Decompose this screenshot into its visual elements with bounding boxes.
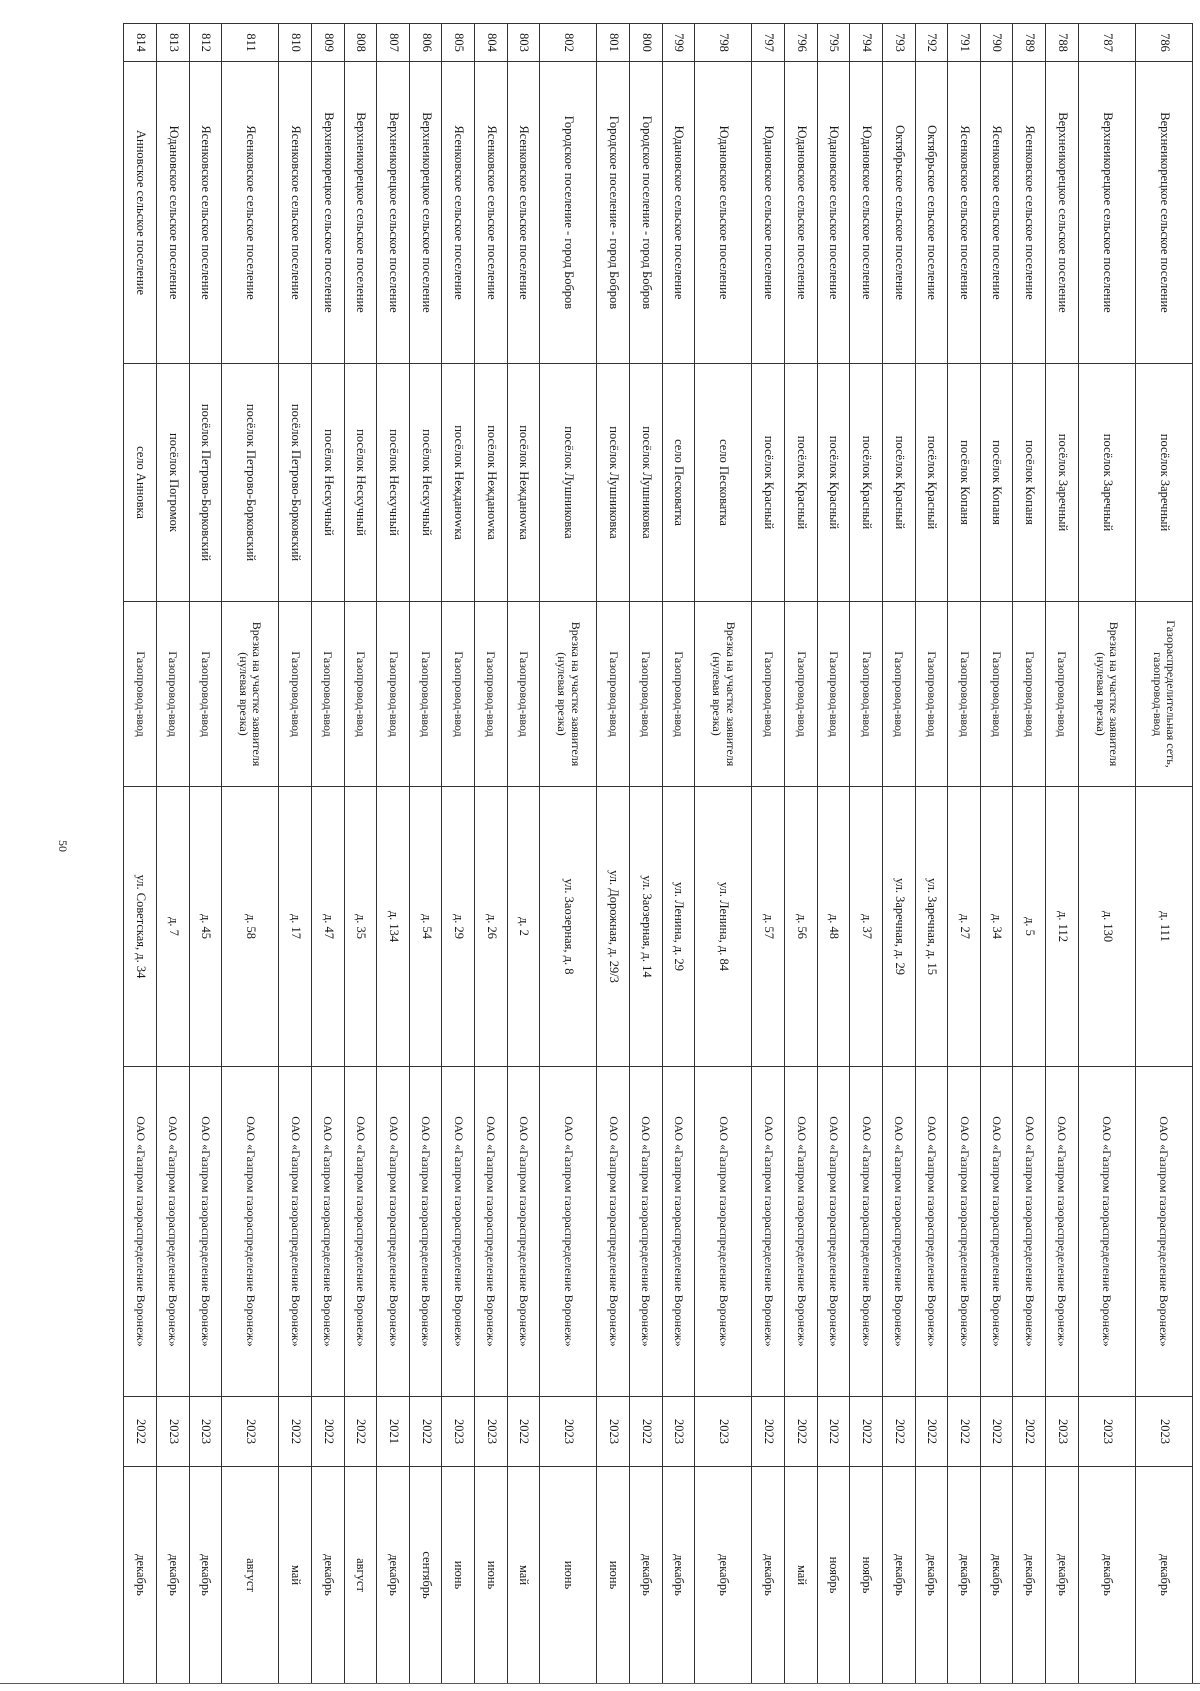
table-row xyxy=(312,24,345,1684)
settlement-cell: Ясенковское сельское поселение xyxy=(442,62,475,364)
locality-cell: посёлок Красный xyxy=(915,364,948,602)
locality-cell: посёлок Красный xyxy=(785,364,818,602)
organization-cell: ОАО «Газпром газораспределение Воронеж» xyxy=(817,1067,850,1397)
year-cell: 2023 xyxy=(1045,1397,1078,1467)
organization-cell: ОАО «Газпром газораспределение Воронеж» xyxy=(948,1067,981,1397)
object-type-cell: Газопровод-ввод xyxy=(850,602,883,787)
organization-cell: ОАО «Газпром газораспределение Воронеж» xyxy=(312,1067,345,1397)
locality-cell: посёлок Красный xyxy=(850,364,883,602)
table-row xyxy=(344,24,377,1684)
year-cell: 2022 xyxy=(980,1397,1013,1467)
settlement-cell: Октябрьское сельское поселение xyxy=(882,62,915,364)
table-row xyxy=(222,24,279,1684)
object-type-cell: Газопровод-ввод xyxy=(475,602,508,787)
object-type-cell: Газопровод-ввод xyxy=(279,602,312,787)
object-type-cell: Газопровод-ввод xyxy=(1013,602,1046,787)
settlement-cell: Юдановское сельское поселение xyxy=(850,62,883,364)
organization-cell: ОАО «Газпром газораспределение Воронеж» xyxy=(752,1067,785,1397)
row-number: 805 xyxy=(442,24,475,62)
object-type-cell: Газопровод-ввод xyxy=(817,602,850,787)
year-cell: 2022 xyxy=(312,1397,345,1467)
year-cell: 2022 xyxy=(752,1397,785,1467)
row-number: 811 xyxy=(222,24,279,62)
table-row xyxy=(377,24,410,1684)
year-cell: 2023 xyxy=(189,1397,222,1467)
object-type-cell: Газопровод-ввод xyxy=(662,602,695,787)
address-cell: ул. Ленина, д. 84 xyxy=(695,787,752,1067)
settlement-cell: Октябрьское сельское поселение xyxy=(915,62,948,364)
locality-cell: посёлок Нескучный xyxy=(312,364,345,602)
month-cell: август xyxy=(344,1467,377,1684)
object-type-cell: Врезка на участке заявителя (нулевая врезка) xyxy=(695,602,752,787)
organization-cell: ОАО «Газпром газораспределение Воронеж» xyxy=(442,1067,475,1397)
settlement-cell: Городское поселение - город Бобров xyxy=(630,62,663,364)
address-cell: ул. Дорожная, д. 29/3 xyxy=(597,787,630,1067)
object-type-cell: Газопровод-ввод xyxy=(785,602,818,787)
table-row xyxy=(124,24,157,1684)
object-type-cell: Газопровод-ввод xyxy=(630,602,663,787)
object-type-cell: Газопровод-ввод xyxy=(409,602,442,787)
address-cell: ул. Заозерная, д. 14 xyxy=(630,787,663,1067)
address-cell: д. 48 xyxy=(817,787,850,1067)
row-number: 788 xyxy=(1045,24,1078,62)
month-cell: июнь xyxy=(540,1467,597,1684)
year-cell: 2022 xyxy=(409,1397,442,1467)
table-row xyxy=(630,24,663,1684)
locality-cell: село Песковатка xyxy=(662,364,695,602)
row-number: 800 xyxy=(630,24,663,62)
organization-cell: ОАО «Газпром газораспределение Воронеж» xyxy=(475,1067,508,1397)
table-row xyxy=(540,24,597,1684)
month-cell: декабрь xyxy=(189,1467,222,1684)
object-type-cell: Газопровод-ввод xyxy=(948,602,981,787)
row-number: 802 xyxy=(540,24,597,62)
address-cell: д. 130 xyxy=(1078,787,1135,1067)
settlement-cell: Городское поселение - город Бобров xyxy=(540,62,597,364)
locality-cell: посёлок Копаня xyxy=(1013,364,1046,602)
table-row xyxy=(475,24,508,1684)
address-cell: д. 34 xyxy=(980,787,1013,1067)
table-row xyxy=(597,24,630,1684)
locality-cell: посёлок Копаня xyxy=(948,364,981,602)
year-cell: 2023 xyxy=(662,1397,695,1467)
row-number: 787 xyxy=(1078,24,1135,62)
settlement-cell: Ясенковское сельское поселение xyxy=(279,62,312,364)
settlement-cell: Ясенковское сельское поселение xyxy=(948,62,981,364)
organization-cell: ОАО «Газпром газораспределение Воронеж» xyxy=(850,1067,883,1397)
object-type-cell: Газопровод-ввод xyxy=(980,602,1013,787)
organization-cell: ОАО «Газпром газораспределение Воронеж» xyxy=(540,1067,597,1397)
row-number: 806 xyxy=(409,24,442,62)
month-cell: май xyxy=(279,1467,312,1684)
address-cell: ул. Заречная, д. 15 xyxy=(915,787,948,1067)
table-row xyxy=(1013,24,1046,1684)
month-cell: июнь xyxy=(475,1467,508,1684)
address-cell: ул. Ленина, д. 29 xyxy=(662,787,695,1067)
row-number: 809 xyxy=(312,24,345,62)
month-cell: декабрь xyxy=(695,1467,752,1684)
address-cell: д. 7 xyxy=(156,787,189,1067)
row-number: 801 xyxy=(597,24,630,62)
settlement-cell: Юдановское сельское поселение xyxy=(662,62,695,364)
object-type-cell: Газопровод-ввод xyxy=(915,602,948,787)
locality-cell: посёлок Петрово-Борковский xyxy=(279,364,312,602)
month-cell: декабрь xyxy=(630,1467,663,1684)
month-cell: май xyxy=(785,1467,818,1684)
table-row xyxy=(785,24,818,1684)
object-type-cell: Газопровод-ввод xyxy=(752,602,785,787)
settlement-cell: Юдановское сельское поселение xyxy=(752,62,785,364)
object-type-cell: Газопровод-ввод xyxy=(1045,602,1078,787)
object-type-cell: Врезка на участке заявителя (нулевая врезка) xyxy=(1078,602,1135,787)
organization-cell: ОАО «Газпром газораспределение Воронеж» xyxy=(189,1067,222,1397)
month-cell: декабрь xyxy=(312,1467,345,1684)
year-cell: 2023 xyxy=(1078,1397,1135,1467)
organization-cell: ОАО «Газпром газораспределение Воронеж» xyxy=(507,1067,540,1397)
row-number: 813 xyxy=(156,24,189,62)
organization-cell: ОАО «Газпром газораспределение Воронеж» xyxy=(980,1067,1013,1397)
organization-cell: ОАО «Газпром газораспределение Воронеж» xyxy=(785,1067,818,1397)
year-cell: 2021 xyxy=(377,1397,410,1467)
organization-cell: ОАО «Газпром газораспределение Воронеж» xyxy=(1013,1067,1046,1397)
address-cell: ул. Заречная, д. 29 xyxy=(882,787,915,1067)
row-number: 798 xyxy=(695,24,752,62)
table-row xyxy=(948,24,981,1684)
month-cell: август xyxy=(222,1467,279,1684)
locality-cell: посёлок Красный xyxy=(817,364,850,602)
year-cell: 2023 xyxy=(597,1397,630,1467)
organization-cell: ОАО «Газпром газораспределение Воронеж» xyxy=(915,1067,948,1397)
locality-cell: посёлок Нескучный xyxy=(377,364,410,602)
address-cell: д. 111 xyxy=(1135,787,1192,1067)
locality-cell: село Песковатка xyxy=(695,364,752,602)
year-cell: 2022 xyxy=(630,1397,663,1467)
year-cell: 2023 xyxy=(1135,1397,1192,1467)
locality-cell: посёлок Петрово-Борковский xyxy=(189,364,222,602)
register-table xyxy=(123,23,1193,1684)
object-type-cell: Врезка на участке заявителя (нулевая врезка) xyxy=(540,602,597,787)
month-cell: декабрь xyxy=(915,1467,948,1684)
table-row xyxy=(980,24,1013,1684)
row-number: 794 xyxy=(850,24,883,62)
table-row xyxy=(662,24,695,1684)
locality-cell: посёлок Лушниковка xyxy=(630,364,663,602)
month-cell: июнь xyxy=(442,1467,475,1684)
year-cell: 2022 xyxy=(915,1397,948,1467)
row-number: 799 xyxy=(662,24,695,62)
organization-cell: ОАО «Газпром газораспределение Воронеж» xyxy=(630,1067,663,1397)
year-cell: 2022 xyxy=(817,1397,850,1467)
address-cell: д. 27 xyxy=(948,787,981,1067)
row-number: 793 xyxy=(882,24,915,62)
organization-cell: ОАО «Газпром газораспределение Воронеж» xyxy=(222,1067,279,1397)
year-cell: 2022 xyxy=(344,1397,377,1467)
settlement-cell: Верхнеикорецкое сельское поселение xyxy=(1045,62,1078,364)
month-cell: май xyxy=(507,1467,540,1684)
organization-cell: ОАО «Газпром газораспределение Воронеж» xyxy=(156,1067,189,1397)
address-cell: д. 54 xyxy=(409,787,442,1067)
address-cell: д. 45 xyxy=(189,787,222,1067)
table-row xyxy=(1045,24,1078,1684)
organization-cell: ОАО «Газпром газораспределение Воронеж» xyxy=(1045,1067,1078,1397)
locality-cell: посёлок Лушниковка xyxy=(540,364,597,602)
year-cell: 2022 xyxy=(1013,1397,1046,1467)
settlement-cell: Ясенковское сельское поселение xyxy=(1013,62,1046,364)
organization-cell: ОАО «Газпром газораспределение Воронеж» xyxy=(124,1067,157,1397)
table-row xyxy=(507,24,540,1684)
month-cell: декабрь xyxy=(948,1467,981,1684)
year-cell: 2022 xyxy=(948,1397,981,1467)
year-cell: 2022 xyxy=(279,1397,312,1467)
table-row xyxy=(156,24,189,1684)
year-cell: 2023 xyxy=(695,1397,752,1467)
year-cell: 2023 xyxy=(442,1397,475,1467)
object-type-cell: Врезка на участке заявителя (нулевая врезка) xyxy=(222,602,279,787)
address-cell: ул. Заозерная, д. 8 xyxy=(540,787,597,1067)
address-cell: д. 37 xyxy=(850,787,883,1067)
locality-cell: посёлок Заречный xyxy=(1045,364,1078,602)
table-row xyxy=(695,24,752,1684)
table-row xyxy=(442,24,475,1684)
table-row xyxy=(409,24,442,1684)
locality-cell: посёлок Красный xyxy=(882,364,915,602)
row-number: 792 xyxy=(915,24,948,62)
locality-cell: посёлок Петрово-Борковский xyxy=(222,364,279,602)
month-cell: декабрь xyxy=(882,1467,915,1684)
row-number: 812 xyxy=(189,24,222,62)
month-cell: ноябрь xyxy=(850,1467,883,1684)
address-cell: д. 5 xyxy=(1013,787,1046,1067)
month-cell: декабрь xyxy=(1013,1467,1046,1684)
row-number: 814 xyxy=(124,24,157,62)
row-number: 797 xyxy=(752,24,785,62)
address-cell: д. 58 xyxy=(222,787,279,1067)
settlement-cell: Ясенковское сельское поселение xyxy=(507,62,540,364)
row-number: 796 xyxy=(785,24,818,62)
address-cell: д. 29 xyxy=(442,787,475,1067)
year-cell: 2023 xyxy=(222,1397,279,1467)
settlement-cell: Верхнеикорецкое сельское поселение xyxy=(409,62,442,364)
locality-cell: посёлок Нежданowка xyxy=(507,364,540,602)
row-number: 804 xyxy=(475,24,508,62)
year-cell: 2022 xyxy=(124,1397,157,1467)
settlement-cell: Юдановское сельское поселение xyxy=(785,62,818,364)
table-row xyxy=(817,24,850,1684)
locality-cell: посёлок Копаня xyxy=(980,364,1013,602)
bottom-rule xyxy=(0,1683,1200,1684)
row-number: 786 xyxy=(1135,24,1192,62)
year-cell: 2022 xyxy=(785,1397,818,1467)
table-row xyxy=(882,24,915,1684)
settlement-cell: Ясенковское сельское поселение xyxy=(189,62,222,364)
organization-cell: ОАО «Газпром газораспределение Воронеж» xyxy=(662,1067,695,1397)
settlement-cell: Анновское сельское поселение xyxy=(124,62,157,364)
settlement-cell: Верхнеикорецкое сельское поселение xyxy=(377,62,410,364)
object-type-cell: Газопровод-ввод xyxy=(377,602,410,787)
month-cell: сентябрь xyxy=(409,1467,442,1684)
table-row xyxy=(1135,24,1192,1684)
year-cell: 2022 xyxy=(882,1397,915,1467)
locality-cell: посёлок Заречный xyxy=(1135,364,1192,602)
organization-cell: ОАО «Газпром газораспределение Воронеж» xyxy=(695,1067,752,1397)
month-cell: декабрь xyxy=(156,1467,189,1684)
object-type-cell: Газопровод-ввод xyxy=(344,602,377,787)
object-type-cell: Газопровод-ввод xyxy=(312,602,345,787)
settlement-cell: Верхнеикорецкое сельское поселение xyxy=(1078,62,1135,364)
object-type-cell: Газораспределительная сеть, газопровод-ввод xyxy=(1135,602,1192,787)
organization-cell: ОАО «Газпром газораспределение Воронеж» xyxy=(409,1067,442,1397)
address-cell: д. 26 xyxy=(475,787,508,1067)
settlement-cell: Юдановское сельское поселение xyxy=(156,62,189,364)
month-cell: декабрь xyxy=(1045,1467,1078,1684)
table-row xyxy=(850,24,883,1684)
month-cell: декабрь xyxy=(662,1467,695,1684)
row-number: 795 xyxy=(817,24,850,62)
settlement-cell: Городское поселение - город Бобров xyxy=(597,62,630,364)
register-table-rotated xyxy=(123,23,1193,1683)
organization-cell: ОАО «Газпром газораспределение Воронеж» xyxy=(279,1067,312,1397)
locality-cell: село Анновка xyxy=(124,364,157,602)
month-cell: ноябрь xyxy=(817,1467,850,1684)
object-type-cell: Газопровод-ввод xyxy=(507,602,540,787)
table-row xyxy=(189,24,222,1684)
page-number: 50 xyxy=(56,840,70,852)
year-cell: 2022 xyxy=(507,1397,540,1467)
address-cell: д. 112 xyxy=(1045,787,1078,1067)
organization-cell: ОАО «Газпром газораспределение Воронеж» xyxy=(882,1067,915,1397)
table-body xyxy=(124,24,1193,1684)
settlement-cell: Ясенковское сельское поселение xyxy=(475,62,508,364)
object-type-cell: Газопровод-ввод xyxy=(156,602,189,787)
locality-cell: посёлок Лушниковка xyxy=(597,364,630,602)
settlement-cell: Верхнеикорецкое сельское поселение xyxy=(344,62,377,364)
object-type-cell: Газопровод-ввод xyxy=(882,602,915,787)
address-cell: д. 35 xyxy=(344,787,377,1067)
locality-cell: посёлок Нескучный xyxy=(344,364,377,602)
month-cell: декабрь xyxy=(1135,1467,1192,1684)
address-cell: ул. Советская, д. 34 xyxy=(124,787,157,1067)
address-cell: д. 57 xyxy=(752,787,785,1067)
year-cell: 2022 xyxy=(850,1397,883,1467)
object-type-cell: Газопровод-ввод xyxy=(442,602,475,787)
year-cell: 2023 xyxy=(156,1397,189,1467)
month-cell: декабрь xyxy=(980,1467,1013,1684)
row-number: 789 xyxy=(1013,24,1046,62)
table-row xyxy=(915,24,948,1684)
organization-cell: ОАО «Газпром газораспределение Воронеж» xyxy=(597,1067,630,1397)
row-number: 790 xyxy=(980,24,1013,62)
row-number: 808 xyxy=(344,24,377,62)
address-cell: д. 2 xyxy=(507,787,540,1067)
address-cell: д. 56 xyxy=(785,787,818,1067)
organization-cell: ОАО «Газпром газораспределение Воронеж» xyxy=(344,1067,377,1397)
table-row xyxy=(1078,24,1135,1684)
object-type-cell: Газопровод-ввод xyxy=(189,602,222,787)
locality-cell: посёлок Заречный xyxy=(1078,364,1135,602)
locality-cell: посёлок Нескучный xyxy=(409,364,442,602)
settlement-cell: Юдановское сельское поселение xyxy=(695,62,752,364)
organization-cell: ОАО «Газпром газораспределение Воронеж» xyxy=(377,1067,410,1397)
row-number: 807 xyxy=(377,24,410,62)
month-cell: июнь xyxy=(597,1467,630,1684)
table-row xyxy=(752,24,785,1684)
locality-cell: посёлок Нежданowка xyxy=(442,364,475,602)
row-number: 791 xyxy=(948,24,981,62)
settlement-cell: Ясенковское сельское поселение xyxy=(222,62,279,364)
month-cell: декабрь xyxy=(124,1467,157,1684)
settlement-cell: Ясенковское сельское поселение xyxy=(980,62,1013,364)
row-number: 810 xyxy=(279,24,312,62)
month-cell: декабрь xyxy=(377,1467,410,1684)
locality-cell: посёлок Красный xyxy=(752,364,785,602)
address-cell: д. 17 xyxy=(279,787,312,1067)
table-row xyxy=(279,24,312,1684)
object-type-cell: Газопровод-ввод xyxy=(597,602,630,787)
year-cell: 2023 xyxy=(475,1397,508,1467)
settlement-cell: Верхнеикорецкое сельское поселение xyxy=(312,62,345,364)
year-cell: 2023 xyxy=(540,1397,597,1467)
row-number: 803 xyxy=(507,24,540,62)
settlement-cell: Юдановское сельское поселение xyxy=(817,62,850,364)
locality-cell: посёлок Нежданowка xyxy=(475,364,508,602)
locality-cell: посёлок Погромок xyxy=(156,364,189,602)
organization-cell: ОАО «Газпром газораспределение Воронеж» xyxy=(1078,1067,1135,1397)
month-cell: декабрь xyxy=(752,1467,785,1684)
address-cell: д. 134 xyxy=(377,787,410,1067)
month-cell: декабрь xyxy=(1078,1467,1135,1684)
organization-cell: ОАО «Газпром газораспределение Воронеж» xyxy=(1135,1067,1192,1397)
settlement-cell: Верхнеикорецкое сельское поселение xyxy=(1135,62,1192,364)
address-cell: д. 47 xyxy=(312,787,345,1067)
object-type-cell: Газопровод-ввод xyxy=(124,602,157,787)
